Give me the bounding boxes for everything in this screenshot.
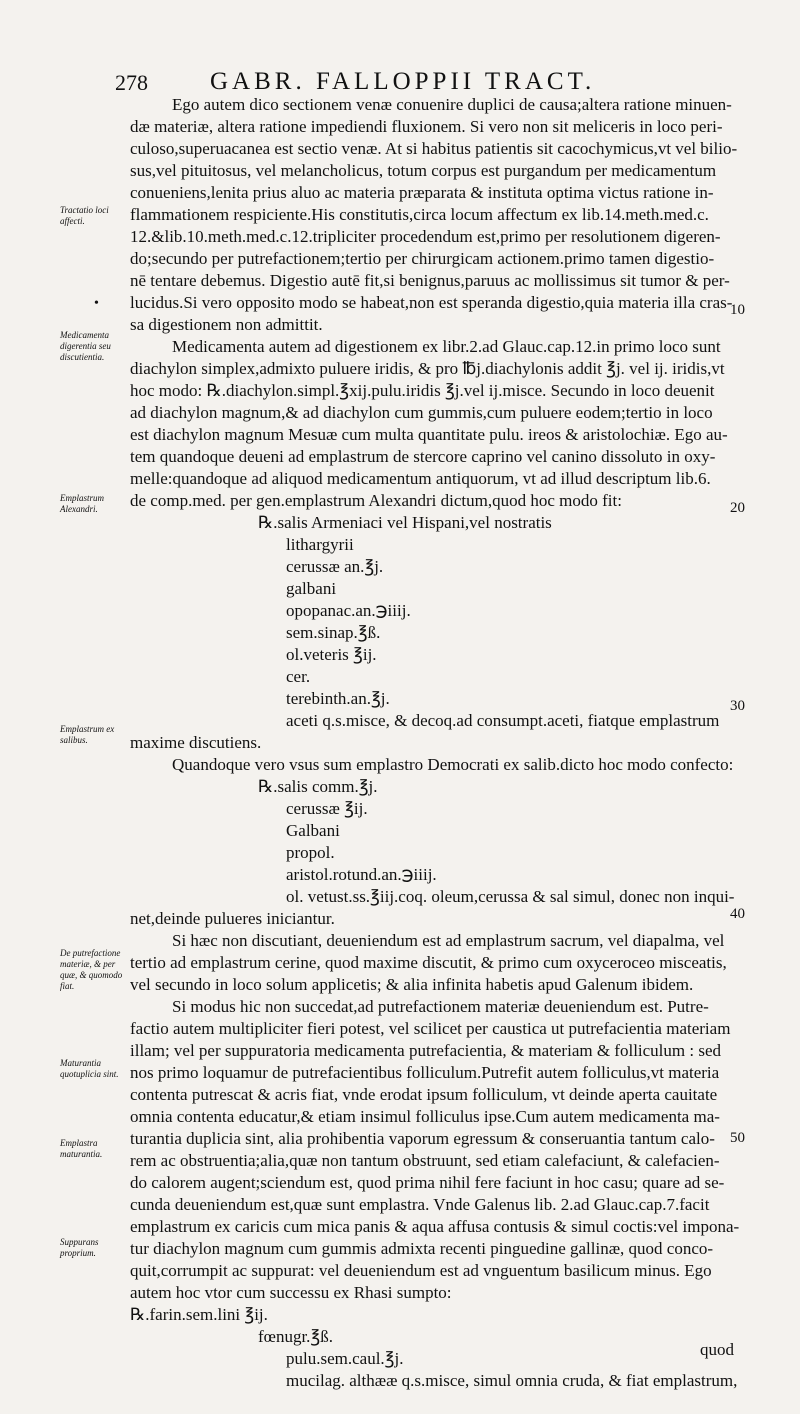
text-line: contenta putrescat & acris fiat, vnde erodat ipsum folliculum, vt deinde aperta cauitate — [130, 1085, 718, 1104]
text-line: culoso,superuacanea est sectio venæ. At si habitus patientis sit cacochymicus,vt vel bilio- — [130, 139, 738, 158]
text-line: turantia duplicia sint, alia prohibentia vaporum egressum & conseruantia tantum calo- — [130, 1129, 715, 1148]
text-line: melle:quandoque ad aliquod medicamentum antiquorum, vt ad illud descriptum lib.6. — [130, 469, 711, 488]
text-line: maxime discutiens. — [130, 733, 262, 752]
recipe-line: ol.veteris ℥ij. — [286, 645, 377, 664]
recipe-line: cer. — [286, 667, 311, 686]
text-line: Si hæc non discutiant, deueniendum est ad emplastrum sacrum, vel diapalma, vel — [172, 931, 725, 950]
margin-note: Emplastrum Alexandri. — [60, 493, 105, 514]
recipe-line: propol. — [286, 843, 335, 862]
text-line: 12.&lib.10.meth.med.c.12.tripliciter procedendum est,primo per resolutionem digeren- — [130, 227, 721, 246]
text-line: Quandoque vero vsus sum emplastro Democrati ex salib.dicto hoc modo confecto: — [172, 755, 734, 774]
text-line: rem ac obstruentia;alia,quæ non tantum obstruunt, sed etiam calefaciunt, & calefacien- — [130, 1151, 720, 1170]
margin-note: Medicamenta digerentia seu discutientia. — [60, 330, 111, 362]
recipe-line: ℞.salis Armeniaci vel Hispani,vel nostratis — [258, 513, 552, 532]
margin-note: Maturantia quotuplicia sint. — [60, 1058, 119, 1079]
recipe-line: opopanac.an.℈iiij. — [286, 601, 411, 620]
recipe-line: ℞.salis comm.℥j. — [258, 777, 378, 796]
recipe-line: mucilag. althææ q.s.misce, simul omnia cruda, & fiat emplastrum, — [286, 1371, 738, 1390]
text-line: nos primo loquamur de putrefacientibus folliculum.Putrefit autem folliculus,vt materia — [130, 1063, 720, 1082]
recipe-line: pulu.sem.caul.℥j. — [286, 1349, 404, 1368]
text-line: Si modus hic non succedat,ad putrefactionem materiæ deueniendum est. Putre- — [172, 997, 709, 1016]
line-number: 50 — [730, 1130, 745, 1146]
text-line: quit,corrumpit ac suppurat: vel deueniendum est ad vnguentum basilicum minus. Ego — [130, 1261, 712, 1280]
recipe-line: galbani — [286, 579, 337, 598]
text-line: autem hoc vtor cum successu ex Rhasi sumpto: — [130, 1283, 452, 1302]
text-line: conueniens,lenita prius aluo ac materia præparata & instituta optima victus ratione in- — [130, 183, 714, 202]
recipe-line: Galbani — [286, 821, 340, 840]
text-line: flammationem respiciente.His constitutis,circa locum affectum ex lib.14.meth.med.c. — [130, 205, 709, 224]
text-line: sa digestionem non admittit. — [130, 315, 323, 334]
margin-note: Tractatio loci affecti. — [60, 205, 109, 226]
margin-dot: • — [94, 296, 99, 311]
text-line: factio autem multipliciter fieri potest, vel scilicet per caustica ut putrefacientia materiam — [130, 1019, 731, 1038]
recipe-line: aristol.rotund.an.℈iiij. — [286, 865, 437, 884]
recipe-line: lithargyrii — [286, 535, 354, 554]
text-line: do calorem augent;sciendum est, quod prima nihil fere faciunt in hoc casu; quare ad se- — [130, 1173, 725, 1192]
margin-note: De putrefactione materiæ, & per quæ, & quomodo fiat. — [60, 948, 123, 991]
catchword: quod — [700, 1340, 734, 1359]
margin-note: Emplastrum ex salibus. — [60, 724, 115, 745]
text-line: ad diachylon magnum,& ad diachylon cum gummis,cum puluere eodem;tertio in loco — [130, 403, 713, 422]
recipe-line: terebinth.an.℥j. — [286, 689, 390, 708]
text-line: emplastrum ex caricis cum mica panis & aqua affusa contusis & simul coctis:vel impona- — [130, 1217, 740, 1236]
line-number: 10 — [730, 302, 745, 318]
text-line: tertio ad emplastrum cerine, quod maxime discutit, & primo cum oxyceroceo misceatis, — [130, 953, 727, 972]
recipe-line: fœnugr.℥ß. — [258, 1327, 333, 1346]
text-line: tem quandoque deueni ad emplastrum de stercore caprino vel canino dissoluto in oxy- — [130, 447, 716, 466]
text-line: nē tentare debemus. Digestio autē fit,si benignus,paruus ac mollissimus sit tumor & per- — [130, 271, 730, 290]
line-number: 20 — [730, 500, 745, 516]
text-line: hoc modo: ℞.diachylon.simpl.℥xij.pulu.iridis ℥j.vel ij.misce. Secundo in loco deuenit — [130, 381, 715, 400]
text-line: cunda deueniendum est,quæ sunt emplastra. Vnde Galenus lib. 2.ad Glauc.cap.7.facit — [130, 1195, 710, 1214]
text-line: do;secundo per putrefactionem;tertio per chirurgicam actionem.primo tamen digestio- — [130, 249, 715, 268]
recipe-line: cerussæ ℥ij. — [286, 799, 368, 818]
text-line — [130, 1392, 742, 1414]
text-line: tur diachylon magnum cum gummis admixta recenti pinguedine gallinæ, quod conco- — [130, 1239, 714, 1258]
recipe-line: cerussæ an.℥j. — [286, 557, 384, 576]
page-number: 278 — [115, 70, 148, 95]
text-line: omnia contenta educatur,& etiam insimul folliculus ipse.Cum autem medicamenta ma- — [130, 1107, 720, 1126]
text-line: Medicamenta autem ad digestionem ex libr.2.ad Glauc.cap.12.in primo loco sunt — [172, 337, 721, 356]
text-line: net,deinde pulueres iniciantur. — [130, 909, 335, 928]
text-line: de comp.med. per gen.emplastrum Alexandri dictum,quod hoc modo fit: — [130, 491, 622, 510]
body-text — [130, 94, 742, 1414]
line-number: 40 — [730, 906, 745, 922]
text-line: lucidus.Si vero opposito modo se habeat,non est speranda digestio,quia materia illa cras- — [130, 293, 733, 312]
running-head: GABR. FALLOPPII TRACT. — [210, 68, 596, 95]
recipe-line: aceti q.s.misce, & decoq.ad consumpt.aceti, fiatque emplastrum — [286, 711, 720, 730]
text-line: illam; vel per suppuratoria medicamenta putrefacientia, & materiam & folliculum : sed — [130, 1041, 722, 1060]
line-number: 30 — [730, 698, 745, 714]
text-line: ℞.farin.sem.lini ℥ij. — [130, 1305, 268, 1324]
text-line: diachylon simplex,admixto puluere iridis, & pro ℔j.diachylonis addit ℥j. vel ij. iridis,vt — [130, 359, 725, 378]
margin-note: Emplastra maturantia. — [60, 1138, 103, 1159]
recipe-line: ol. vetust.ss.℥iij.coq. oleum,cerussa & sal simul, donec non inqui- — [286, 887, 735, 906]
text-line: Ego autem dico sectionem venæ conuenire duplici de causa;altera ratione minuen- — [172, 95, 732, 114]
text-line: vel secundo in loco solum applicetis; & alia infinita habetis apud Galenum ibidem. — [130, 975, 694, 994]
text-line: sus,vel pituitosus, vel melancholicus, totum corpus est purgandum per medicamentum — [130, 161, 717, 180]
recipe-line: sem.sinap.℥ß. — [286, 623, 381, 642]
text-line: est diachylon magnum Mesuæ cum multa quantitate pulu. ireos & aristolochiæ. Ego au- — [130, 425, 728, 444]
margin-note: Suppurans proprium. — [60, 1237, 99, 1258]
text-line: dæ materiæ, altera ratione impediendi fluxionem. Si vero non sit meliceris in loco peri- — [130, 117, 723, 136]
